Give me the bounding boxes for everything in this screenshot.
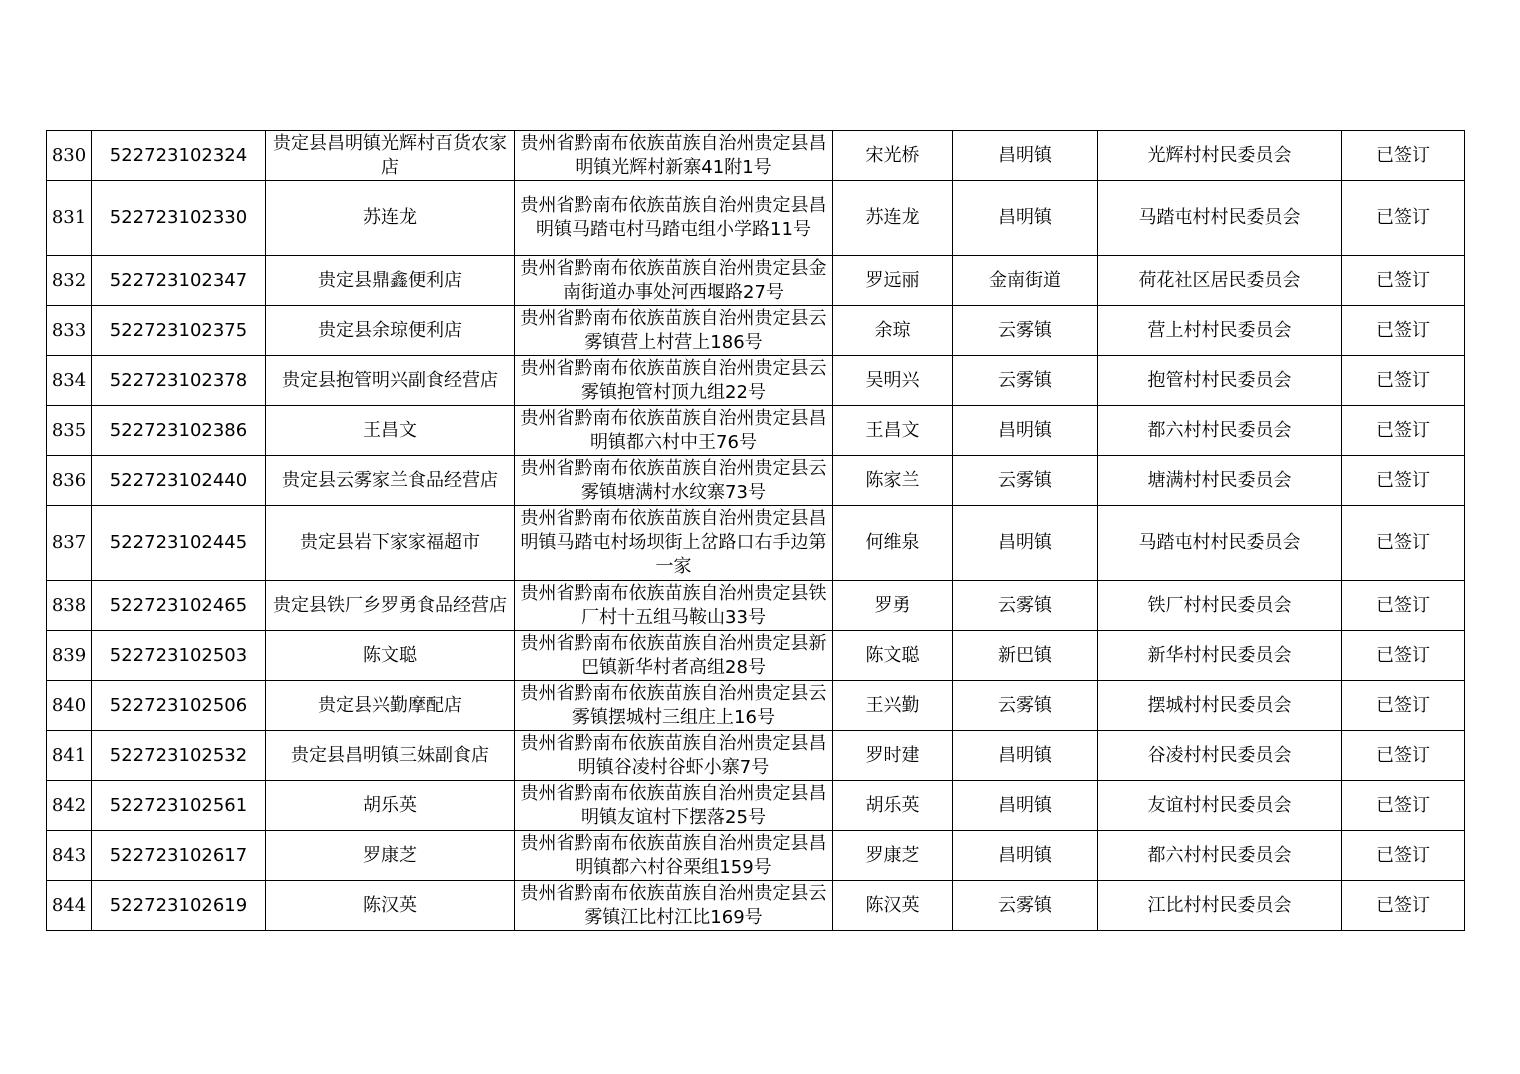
registry-table xyxy=(46,130,1465,931)
town-name: 昌明镇 xyxy=(953,506,1098,581)
operator-name: 王昌文 xyxy=(833,406,953,456)
table-row xyxy=(47,731,1465,781)
row-index: 840 xyxy=(47,681,92,731)
town-name: 云雾镇 xyxy=(953,306,1098,356)
sign-status: 已签订 xyxy=(1342,406,1465,456)
credit-code: 522723102506 xyxy=(92,681,266,731)
committee-name: 江比村村民委员会 xyxy=(1098,881,1342,931)
operator-name: 陈汉英 xyxy=(833,881,953,931)
sign-status: 已签订 xyxy=(1342,256,1465,306)
store-name: 王昌文 xyxy=(266,406,515,456)
store-name: 陈文聪 xyxy=(266,631,515,681)
operator-name: 何维泉 xyxy=(833,506,953,581)
table-row xyxy=(47,506,1465,581)
store-name: 贵定县余琼便利店 xyxy=(266,306,515,356)
table-body xyxy=(47,131,1465,931)
table-row xyxy=(47,631,1465,681)
row-index: 837 xyxy=(47,506,92,581)
row-index: 832 xyxy=(47,256,92,306)
committee-name: 友谊村村民委员会 xyxy=(1098,781,1342,831)
credit-code: 522723102561 xyxy=(92,781,266,831)
town-name: 云雾镇 xyxy=(953,456,1098,506)
operator-name: 陈家兰 xyxy=(833,456,953,506)
table-row xyxy=(47,256,1465,306)
store-address: 贵州省黔南布依族苗族自治州贵定县昌明镇马踏屯村场坝街上岔路口右手边第一家 xyxy=(515,506,833,581)
town-name: 云雾镇 xyxy=(953,356,1098,406)
sign-status: 已签订 xyxy=(1342,131,1465,181)
store-address: 贵州省黔南布依族苗族自治州贵定县新巴镇新华村者高组28号 xyxy=(515,631,833,681)
credit-code: 522723102619 xyxy=(92,881,266,931)
committee-name: 营上村村民委员会 xyxy=(1098,306,1342,356)
sign-status: 已签订 xyxy=(1342,456,1465,506)
credit-code: 522723102532 xyxy=(92,731,266,781)
store-address: 贵州省黔南布依族苗族自治州贵定县昌明镇友谊村下摆落25号 xyxy=(515,781,833,831)
store-address: 贵州省黔南布依族苗族自治州贵定县云雾镇营上村营上186号 xyxy=(515,306,833,356)
sign-status: 已签订 xyxy=(1342,181,1465,256)
town-name: 昌明镇 xyxy=(953,731,1098,781)
table-row xyxy=(47,306,1465,356)
store-name: 胡乐英 xyxy=(266,781,515,831)
store-address: 贵州省黔南布依族苗族自治州贵定县昌明镇马踏屯村马踏屯组小学路11号 xyxy=(515,181,833,256)
store-name: 贵定县抱管明兴副食经营店 xyxy=(266,356,515,406)
committee-name: 塘满村村民委员会 xyxy=(1098,456,1342,506)
store-address: 贵州省黔南布依族苗族自治州贵定县昌明镇谷凌村谷虾小寨7号 xyxy=(515,731,833,781)
committee-name: 摆城村村民委员会 xyxy=(1098,681,1342,731)
row-index: 838 xyxy=(47,581,92,631)
table-row xyxy=(47,456,1465,506)
credit-code: 522723102440 xyxy=(92,456,266,506)
credit-code: 522723102375 xyxy=(92,306,266,356)
operator-name: 陈文聪 xyxy=(833,631,953,681)
row-index: 831 xyxy=(47,181,92,256)
table-row xyxy=(47,881,1465,931)
sign-status: 已签订 xyxy=(1342,781,1465,831)
store-name: 贵定县铁厂乡罗勇食品经营店 xyxy=(266,581,515,631)
credit-code: 522723102465 xyxy=(92,581,266,631)
committee-name: 抱管村村民委员会 xyxy=(1098,356,1342,406)
store-name: 贵定县兴勤摩配店 xyxy=(266,681,515,731)
row-index: 830 xyxy=(47,131,92,181)
committee-name: 铁厂村村民委员会 xyxy=(1098,581,1342,631)
store-address: 贵州省黔南布依族苗族自治州贵定县云雾镇塘满村水纹寨73号 xyxy=(515,456,833,506)
table-row xyxy=(47,356,1465,406)
sign-status: 已签订 xyxy=(1342,581,1465,631)
committee-name: 谷凌村村民委员会 xyxy=(1098,731,1342,781)
store-name: 苏连龙 xyxy=(266,181,515,256)
operator-name: 罗康芝 xyxy=(833,831,953,881)
row-index: 835 xyxy=(47,406,92,456)
committee-name: 荷花社区居民委员会 xyxy=(1098,256,1342,306)
town-name: 昌明镇 xyxy=(953,406,1098,456)
store-address: 贵州省黔南布依族苗族自治州贵定县云雾镇江比村江比169号 xyxy=(515,881,833,931)
table-row xyxy=(47,581,1465,631)
committee-name: 都六村村民委员会 xyxy=(1098,831,1342,881)
store-name: 贵定县鼎鑫便利店 xyxy=(266,256,515,306)
store-name: 陈汉英 xyxy=(266,881,515,931)
credit-code: 522723102347 xyxy=(92,256,266,306)
town-name: 云雾镇 xyxy=(953,881,1098,931)
table-row xyxy=(47,131,1465,181)
credit-code: 522723102445 xyxy=(92,506,266,581)
table-row xyxy=(47,781,1465,831)
committee-name: 都六村村民委员会 xyxy=(1098,406,1342,456)
row-index: 843 xyxy=(47,831,92,881)
operator-name: 胡乐英 xyxy=(833,781,953,831)
store-address: 贵州省黔南布依族苗族自治州贵定县云雾镇抱管村顶九组22号 xyxy=(515,356,833,406)
table-row xyxy=(47,831,1465,881)
sign-status: 已签订 xyxy=(1342,306,1465,356)
operator-name: 王兴勤 xyxy=(833,681,953,731)
committee-name: 马踏屯村村民委员会 xyxy=(1098,506,1342,581)
store-address: 贵州省黔南布依族苗族自治州贵定县昌明镇都六村中王76号 xyxy=(515,406,833,456)
store-name: 贵定县昌明镇三妹副食店 xyxy=(266,731,515,781)
store-name: 贵定县岩下家家福超市 xyxy=(266,506,515,581)
store-name: 贵定县昌明镇光辉村百货农家店 xyxy=(266,131,515,181)
committee-name: 马踏屯村村民委员会 xyxy=(1098,181,1342,256)
sign-status: 已签订 xyxy=(1342,831,1465,881)
row-index: 842 xyxy=(47,781,92,831)
row-index: 841 xyxy=(47,731,92,781)
row-index: 834 xyxy=(47,356,92,406)
credit-code: 522723102617 xyxy=(92,831,266,881)
sign-status: 已签订 xyxy=(1342,731,1465,781)
table-row xyxy=(47,681,1465,731)
operator-name: 吴明兴 xyxy=(833,356,953,406)
row-index: 844 xyxy=(47,881,92,931)
store-address: 贵州省黔南布依族苗族自治州贵定县铁厂村十五组马鞍山33号 xyxy=(515,581,833,631)
sign-status: 已签订 xyxy=(1342,631,1465,681)
operator-name: 余琼 xyxy=(833,306,953,356)
town-name: 昌明镇 xyxy=(953,181,1098,256)
store-address: 贵州省黔南布依族苗族自治州贵定县金南街道办事处河西堰路27号 xyxy=(515,256,833,306)
credit-code: 522723102386 xyxy=(92,406,266,456)
town-name: 新巴镇 xyxy=(953,631,1098,681)
operator-name: 罗勇 xyxy=(833,581,953,631)
town-name: 金南街道 xyxy=(953,256,1098,306)
committee-name: 光辉村村民委员会 xyxy=(1098,131,1342,181)
store-address: 贵州省黔南布依族苗族自治州贵定县昌明镇都六村谷栗组159号 xyxy=(515,831,833,881)
town-name: 云雾镇 xyxy=(953,681,1098,731)
store-name: 贵定县云雾家兰食品经营店 xyxy=(266,456,515,506)
store-address: 贵州省黔南布依族苗族自治州贵定县云雾镇摆城村三组庄上16号 xyxy=(515,681,833,731)
credit-code: 522723102503 xyxy=(92,631,266,681)
store-name: 罗康芝 xyxy=(266,831,515,881)
row-index: 836 xyxy=(47,456,92,506)
sign-status: 已签订 xyxy=(1342,356,1465,406)
town-name: 昌明镇 xyxy=(953,831,1098,881)
town-name: 昌明镇 xyxy=(953,781,1098,831)
credit-code: 522723102378 xyxy=(92,356,266,406)
sign-status: 已签订 xyxy=(1342,881,1465,931)
town-name: 云雾镇 xyxy=(953,581,1098,631)
committee-name: 新华村村民委员会 xyxy=(1098,631,1342,681)
row-index: 833 xyxy=(47,306,92,356)
operator-name: 罗时建 xyxy=(833,731,953,781)
operator-name: 宋光桥 xyxy=(833,131,953,181)
operator-name: 苏连龙 xyxy=(833,181,953,256)
operator-name: 罗远丽 xyxy=(833,256,953,306)
town-name: 昌明镇 xyxy=(953,131,1098,181)
sign-status: 已签订 xyxy=(1342,681,1465,731)
store-address: 贵州省黔南布依族苗族自治州贵定县昌明镇光辉村新寨41附1号 xyxy=(515,131,833,181)
row-index: 839 xyxy=(47,631,92,681)
sign-status: 已签订 xyxy=(1342,506,1465,581)
table-row xyxy=(47,406,1465,456)
table-row xyxy=(47,181,1465,256)
credit-code: 522723102324 xyxy=(92,131,266,181)
credit-code: 522723102330 xyxy=(92,181,266,256)
